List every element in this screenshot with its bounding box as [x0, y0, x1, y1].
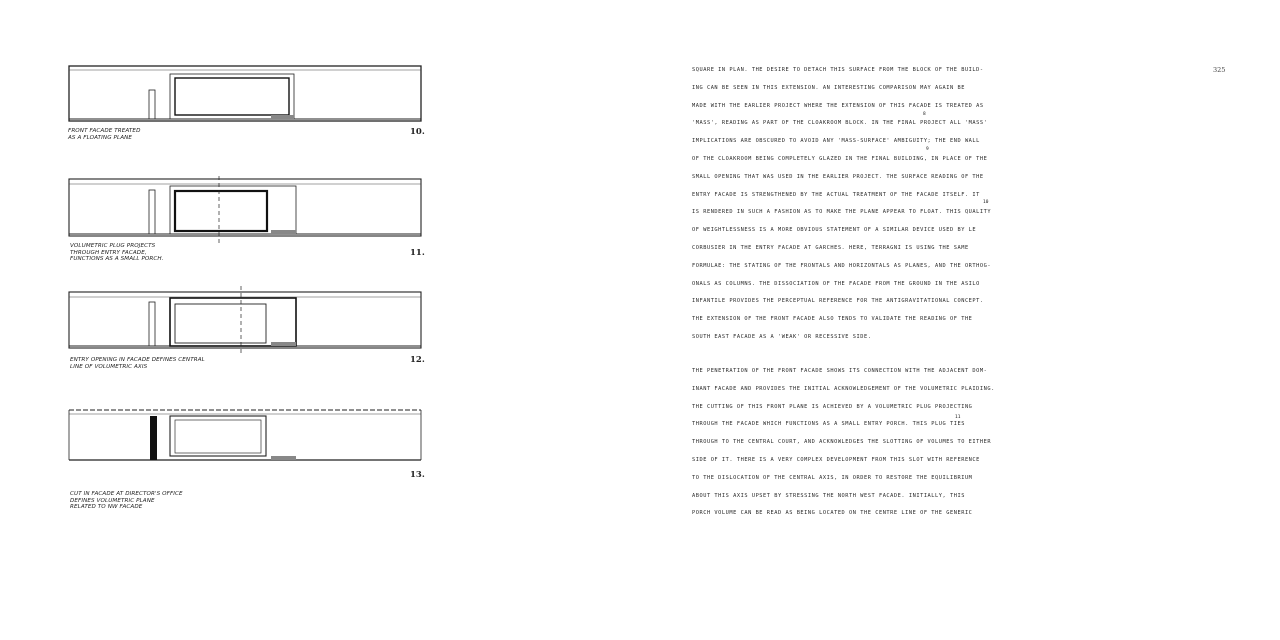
text-line: THE CUTTING OF THIS FRONT PLANE IS ACHIEVED BY A VOLUMETRIC PLUG PROJECTING — [692, 403, 973, 410]
footnote-marker: 10 — [983, 200, 989, 205]
text-line: SOUTH EAST FACADE AS A 'WEAK' OR RECESSIVE SIDE. — [692, 333, 872, 340]
paragraph-2 — [692, 363, 1052, 523]
text-line: FORMULAE: THE STATING OF THE FRONTALS AND HORIZONTALS AS PLANES, AND THE ORTHOG- — [692, 262, 992, 269]
figure-caption-12 — [70, 357, 205, 370]
figure-number-11: 11. — [410, 248, 425, 258]
text-line: OF WEIGHTLESSNESS IS A MORE OBVIOUS STATEMENT OF A SIMILAR DEVICE USED BY LE — [692, 227, 977, 234]
text-line: SIDE OF IT. THERE IS A VERY COMPLEX DEVELOPMENT FROM THIS SLOT WITH REFERENCE — [692, 456, 980, 463]
footnote-marker: 8 — [923, 112, 926, 117]
facade-drawing-11 — [64, 174, 434, 246]
text-line: THE EXTENSION OF THE FRONT FACADE ALSO TENDS TO VALIDATE THE READING OF THE — [692, 316, 973, 323]
caption-line: ENTRY OPENING IN FACADE DEFINES CENTRAL — [70, 357, 205, 363]
right-page — [640, 0, 1280, 640]
text-line: CORBUSIER IN THE ENTRY FACADE AT GARCHES. HERE, TERRAGNI IS USING THE SAME — [692, 244, 969, 251]
text-line: ABOUT THIS AXIS UPSET BY STRESSING THE NORTH WEST FACADE. INITIALLY, THIS — [692, 492, 965, 499]
caption-line: THROUGH ENTRY FACADE, — [70, 249, 147, 256]
caption-line: CUT IN FACADE AT DIRECTOR'S OFFICE — [70, 491, 183, 497]
text-line: IMPLICATIONS ARE OBSCURED TO AVOID ANY 'MASS-SURFACE' AMBIGUITY; THE END WALL — [692, 138, 980, 145]
text-line — [692, 115, 1052, 133]
text-line: INANT FACADE AND PROVIDES THE INITIAL ACKNOWLEDGEMENT OF THE VOLUMETRIC PLAIDING. — [692, 385, 995, 392]
elevation-sketch-11 — [64, 174, 434, 246]
caption-line: FUNCTIONS AS A SMALL PORCH. — [70, 256, 164, 263]
text-line: THE PENETRATION OF THE FRONT FACADE SHOWS ITS CONNECTION WITH THE ADJACENT DOM- — [692, 368, 988, 374]
text-line-content: 'MASS', READING AS PART OF THE CLOAKROOM BLOCK. IN THE FINAL PROJECT ALL 'MASS' — [692, 120, 988, 127]
text-line: ENTRY FACADE IS STRENGTHENED BY THE ACTUAL TREATMENT OF THE FACADE ITSELF. IT — [692, 191, 980, 198]
elevation-sketch-13 — [64, 400, 434, 466]
figure-number-13: 13. — [410, 470, 425, 480]
caption-line: RELATED TO NW FACADE — [70, 504, 143, 511]
text-line: SMALL OPENING THAT WAS USED IN THE EARLIER PROJECT. THE SURFACE READING OF THE — [692, 173, 984, 180]
text-line: OF THE CLOAKROOM BEING COMPLETELY GLAZED IN THE FINAL BUILDING, IN PLACE OF THE — [692, 155, 988, 162]
caption-line: DEFINES VOLUMETRIC PLANE — [70, 497, 155, 504]
caption-line: FRONT FACADE TREATED — [68, 128, 141, 134]
elevation-sketch-10 — [64, 62, 434, 124]
text-line: TO THE DISLOCATION OF THE CENTRAL AXIS, IN ORDER TO RESTORE THE EQUILIBRIUM — [692, 474, 973, 481]
text-line: MADE WITH THE EARLIER PROJECT WHERE THE EXTENSION OF THIS FACADE IS TREATED AS — [692, 102, 984, 109]
footnote-marker: 11 — [955, 415, 961, 420]
caption-line: VOLUMETRIC PLUG PROJECTS — [70, 243, 156, 249]
footnote-marker: 9 — [926, 147, 929, 152]
paragraph-1 — [692, 62, 1052, 347]
text-line: IS RENDERED IN SUCH A FASHION AS TO MAKE THE PLANE APPEAR TO FLOAT. THIS QUALITY — [692, 209, 992, 216]
figure-number-10: 10. — [410, 127, 425, 137]
text-line: THROUGH THE FACADE WHICH FUNCTIONS AS A SMALL ENTRY PORCH. THIS PLUG TIES — [692, 421, 965, 428]
text-line: ONALS AS COLUMNS. THE DISSOCIATION OF THE FACADE FROM THE GROUND IN THE ASILO — [692, 280, 980, 287]
facade-drawing-13 — [64, 400, 434, 466]
caption-line: AS A FLOATING PLANE — [68, 134, 133, 141]
caption-line: LINE OF VOLUMETRIC AXIS — [70, 363, 148, 370]
figure-caption-13 — [70, 491, 183, 511]
page-number: 325 — [1213, 66, 1226, 74]
figure-number-12: 12. — [410, 355, 425, 365]
text-line: INFANTILE PROVIDES THE PERCEPTUAL REFERENCE FOR THE ANTIGRAVITATIONAL CONCEPT. — [692, 298, 984, 305]
text-line: ING CAN BE SEEN IN THIS EXTENSION. AN INTERESTING COMPARISON MAY AGAIN BE — [692, 84, 965, 91]
text-line: SQUARE IN PLAN. THE DESIRE TO DETACH THIS SURFACE FROM THE BLOCK OF THE BUILD- — [692, 67, 984, 73]
figure-caption-10 — [68, 128, 140, 141]
figure-caption-11 — [70, 243, 164, 263]
facade-drawing-12 — [64, 286, 434, 356]
elevation-sketch-12 — [64, 286, 434, 356]
text-line: PORCH VOLUME CAN BE READ AS BEING LOCATED ON THE CENTRE LINE OF THE GENERIC — [692, 510, 973, 517]
text-line: THROUGH TO THE CENTRAL COURT, AND ACKNOWLEDGES THE SLOTTING OF VOLUMES TO EITHER — [692, 439, 992, 446]
facade-drawing-10 — [64, 62, 434, 124]
